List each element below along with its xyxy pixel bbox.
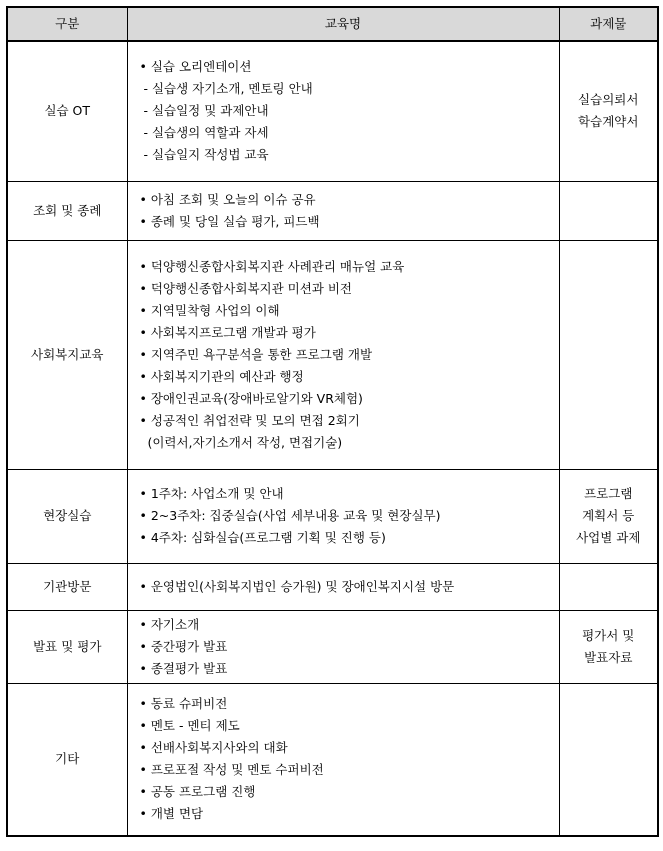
row-assignments: [559, 181, 658, 240]
curriculum-table: [6, 6, 659, 837]
course-item: • 실습 오리엔테이션: [139, 59, 252, 75]
course-item: • 멘토 - 멘티 제도: [139, 718, 240, 734]
course-item: • 1주차: 사업소개 및 안내: [139, 486, 284, 501]
table-row: [7, 683, 658, 836]
course-item: • 중간평가 발표: [139, 638, 228, 654]
row-assignments: [559, 469, 658, 563]
table-row: [7, 563, 658, 610]
row-category: 조회 및 종례: [7, 181, 127, 240]
course-item: • 장애인권교육(장애바로알기와 VR체험): [139, 390, 363, 406]
curriculum-table-container: [6, 6, 657, 837]
course-item: • 프로포절 작성 및 멘토 수퍼비전: [139, 762, 324, 778]
row-courses: [127, 683, 559, 836]
course-item: • 공동 프로그램 진행: [139, 784, 256, 800]
course-item: - 실습일정 및 과제안내: [139, 103, 269, 119]
course-item: • 덕양행신종합사회복지관 미션과 비전: [139, 280, 352, 296]
header-category: 구분: [7, 7, 127, 41]
row-assignments: [559, 563, 658, 610]
row-category: 발표 및 평가: [7, 610, 127, 683]
assignment-item: 평가서 및: [582, 627, 635, 643]
row-courses: [127, 610, 559, 683]
row-category: 실습 OT: [7, 41, 127, 181]
header-course: 교육명: [127, 7, 559, 41]
row-category: 기관방문: [7, 563, 127, 610]
assignment-item: 실습의뢰서: [578, 92, 639, 108]
table-row: [7, 181, 658, 240]
row-courses: [127, 41, 559, 181]
course-item: (이력서,자기소개서 작성, 면접기술): [139, 434, 343, 450]
course-item: • 덕양행신종합사회복지관 사례관리 매뉴얼 교육: [139, 258, 405, 274]
table-row: [7, 41, 658, 181]
course-item: - 실습생의 역할과 자세: [139, 125, 269, 141]
row-category: 기타: [7, 683, 127, 836]
course-item: • 성공적인 취업전략 및 모의 면접 2회기: [139, 412, 360, 428]
row-courses: [127, 469, 559, 563]
course-item: • 아침 조회 및 오늘의 이슈 공유: [139, 191, 316, 207]
header-assignment: 과제물: [559, 7, 658, 41]
course-item: • 운영법인(사회복지법인 승가원) 및 장애인복지시설 방문: [139, 578, 455, 594]
assignment-item: 계획서 등: [582, 508, 635, 523]
row-courses: [127, 563, 559, 610]
assignment-item: 사업별 과제: [576, 530, 641, 545]
assignment-item: 프로그램: [584, 486, 633, 501]
assignment-item: 발표자료: [584, 649, 633, 665]
course-item: • 동료 슈퍼비전: [139, 696, 228, 712]
course-item: • 개별 면담: [139, 806, 204, 822]
row-category: 사회복지교육: [7, 240, 127, 469]
course-item: - 실습일지 작성법 교육: [139, 147, 269, 163]
assignment-item: 학습계약서: [578, 114, 639, 130]
row-courses: [127, 240, 559, 469]
table-row: [7, 240, 658, 469]
course-item: • 사회복지프로그램 개발과 평가: [139, 324, 316, 340]
course-item: • 종례 및 당일 실습 평가, 피드백: [139, 213, 320, 229]
table-row: [7, 469, 658, 563]
table-body: [7, 41, 658, 836]
course-item: • 자기소개: [139, 616, 200, 632]
row-courses: [127, 181, 559, 240]
course-item: • 지역밀착형 사업의 이해: [139, 302, 280, 318]
course-item: - 실습생 자기소개, 멘토링 안내: [139, 81, 313, 97]
row-assignments: [559, 240, 658, 469]
course-item: • 지역주민 욕구분석을 통한 프로그램 개발: [139, 346, 373, 362]
course-item: • 2~3주차: 집중실습(사업 세부내용 교육 및 현장실무): [139, 508, 441, 523]
course-item: • 종결평가 발표: [139, 660, 228, 676]
header-row: [7, 7, 658, 41]
course-item: • 사회복지기관의 예산과 행정: [139, 368, 304, 384]
course-item: • 4주차: 심화실습(프로그램 기획 및 진행 등): [139, 530, 386, 545]
row-assignments: [559, 683, 658, 836]
row-category: 현장실습: [7, 469, 127, 563]
table-row: [7, 610, 658, 683]
row-assignments: [559, 610, 658, 683]
row-assignments: [559, 41, 658, 181]
course-item: • 선배사회복지사와의 대화: [139, 740, 288, 756]
